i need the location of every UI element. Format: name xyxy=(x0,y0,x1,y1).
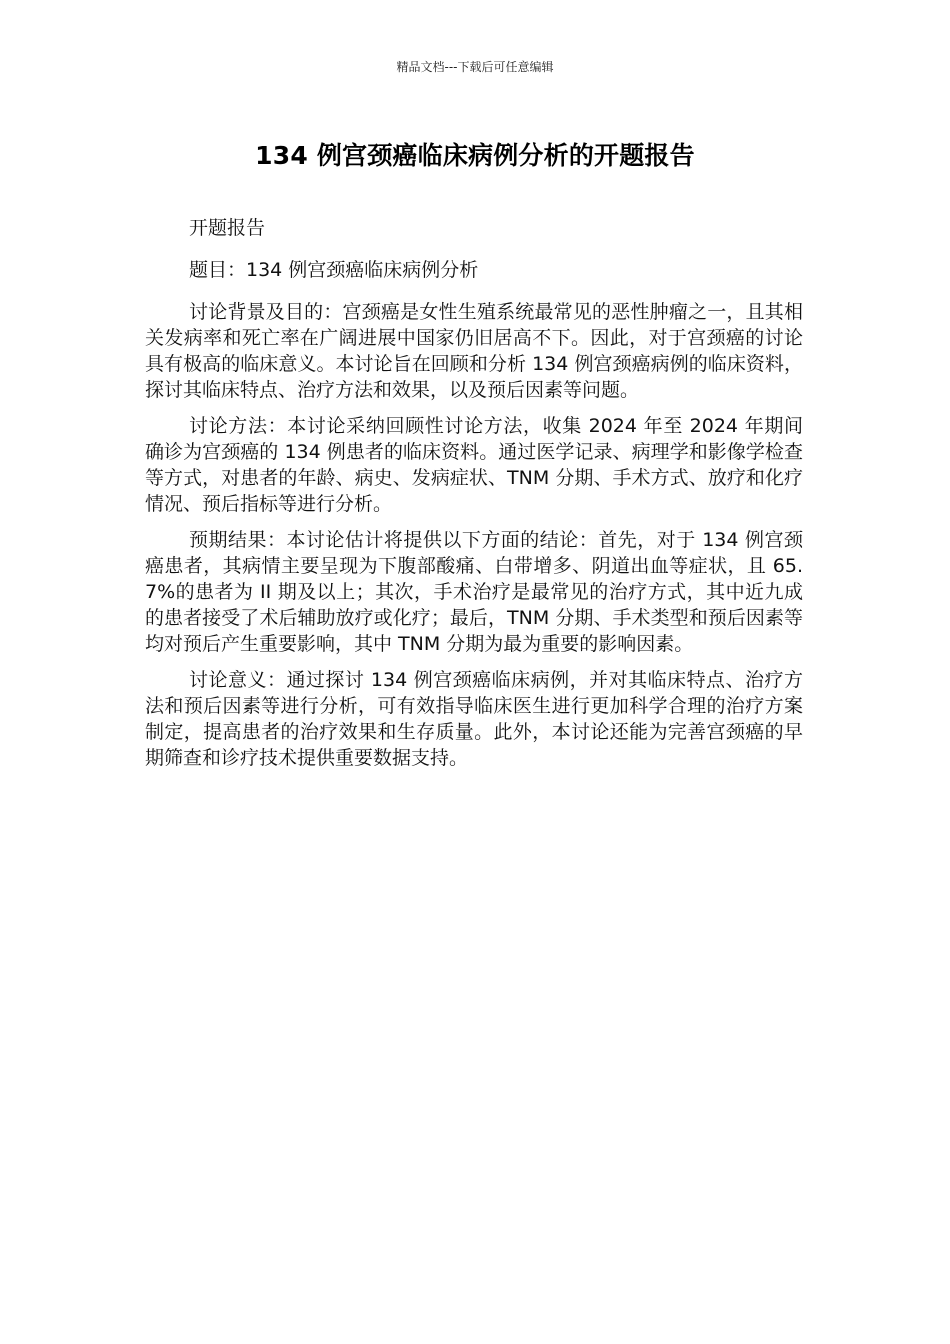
expected-results-paragraph: 预期结果：本讨论估计将提供以下方面的结论：首先，对于 134 例宫颈癌患者，其病情主要呈现为下腹部酸痛、白带增多、阴道出血等症状，且 65.7%的患者为 II 期及以上；其次，手术治疗是最常见的治疗方式，其中近九成的患者接受了术后辅助放疗或化疗；最后，TNM 分期、手术类型和预后因素等均对预后产生重要影响，其中 TNM 分期为最为重要的影响因素。 xyxy=(145,529,803,655)
background-paragraph: 讨论背景及目的：宫颈癌是女性生殖系统最常见的恶性肿瘤之一，且其相关发病率和死亡率在广阔进展中国家仍旧居高不下。因此，对于宫颈癌的讨论具有极高的临床意义。本讨论旨在回顾和分析 134 例宫颈癌病例的临床资料，探讨其临床特点、治疗方法和效果，以及预后因素等问题。 xyxy=(145,301,803,401)
section-label-paragraph: 开题报告 xyxy=(189,217,266,239)
page-header: 精品文档---下载后可任意编辑 xyxy=(396,60,554,74)
methods-paragraph: 讨论方法：本讨论采纳回顾性讨论方法，收集 2024 年至 2024 年期间确诊为宫颈癌的 134 例患者的临床资料。通过医学记录、病理学和影像学检查等方式，对患者的年龄、病史、发病症状、TNM 分期、手术方式、放疗和化疗情况、预后指标等进行分析。 xyxy=(145,415,803,515)
significance-paragraph: 讨论意义：通过探讨 134 例宫颈癌临床病例，并对其临床特点、治疗方法和预后因素等进行分析，可有效指导临床医生进行更加科学合理的治疗方案制定，提高患者的治疗效果和生存质量。此外，本讨论还能为完善宫颈癌的早期筛查和诊疗技术提供重要数据支持。 xyxy=(145,669,803,769)
document-body xyxy=(145,215,803,781)
topic-paragraph: 题目：134 例宫颈癌临床病例分析 xyxy=(189,259,479,281)
document-title: 134 例宫颈癌临床病例分析的开题报告 xyxy=(255,141,695,170)
